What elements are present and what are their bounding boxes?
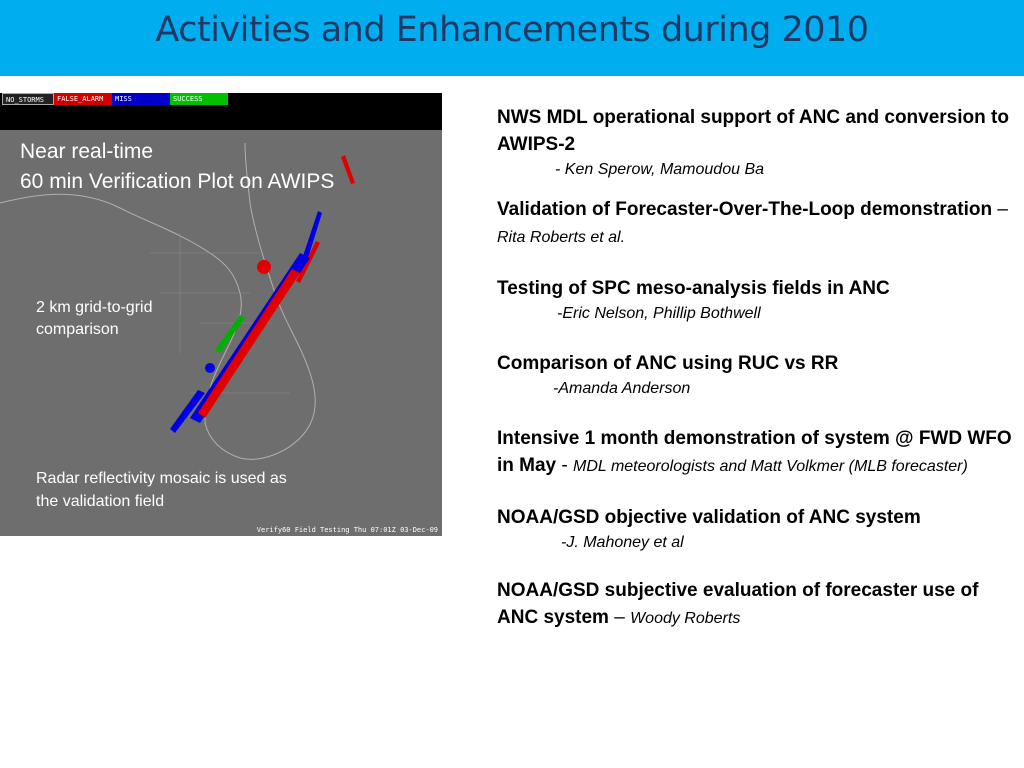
activity-item [497,504,1012,555]
activity-title: NOAA/GSD objective validation of ANC system [497,507,921,528]
legend-false-alarm: FALSE_ALARM [54,93,112,105]
grid-caption-line1: 2 km grid-to-grid [36,299,153,316]
activity-item [497,275,1012,326]
activity-credit: Rita Roberts et al. [497,229,626,246]
activity-item [497,425,1012,480]
activity-credit: Woody Roberts [630,610,741,627]
plot-legend [2,93,228,105]
activity-dash: - [556,455,574,476]
activity-title: NWS MDL operational support of ANC and conversion to AWIPS-2 [497,107,1009,155]
activity-item [497,350,1012,401]
grid-caption [36,297,152,341]
activity-item [497,577,1012,632]
legend-miss: MISS [112,93,170,105]
activity-title: Intensive 1 month demonstration of system @ FWD WFO in May [497,428,1012,476]
activity-text [497,425,1012,480]
legend-success: SUCCESS [170,93,228,105]
plot-caption-line1: Near real-time [20,140,154,163]
activity-title: NOAA/GSD subjective evaluation of forecaster use of ANC system [497,580,979,628]
radar-caption [36,467,287,513]
activity-credit: MDL meteorologists and Matt Volkmer (MLB forecaster) [573,458,968,475]
activities-list [497,104,1012,632]
activity-text [497,196,1012,251]
verification-plot [0,93,442,536]
plot-footer: Verify60 Field Testing Thu 07:01Z 03-Dec-09 [256,526,438,534]
legend-no-storms: NO_STORMS [2,93,54,105]
plot-caption-line2: 60 min Verification Plot on AWIPS [20,170,335,193]
activity-item [497,196,1012,251]
activity-credit: -Eric Nelson, Phillip Bothwell [557,305,761,322]
activity-item [497,104,1012,182]
plot-caption [20,137,334,197]
slide-title: Activities and Enhancements during 2010 [155,10,869,50]
activity-credit: - Ken Sperow, Mamoudou Ba [555,161,765,178]
activity-title: Testing of SPC meso-analysis fields in ANC [497,278,890,299]
activity-dash: – [608,607,631,628]
activity-title: Comparison of ANC using RUC vs RR [497,353,839,374]
activity-credit: -Amanda Anderson [553,380,691,397]
activity-text [497,577,1012,632]
radar-caption-line1: Radar reflectivity mosaic is used as [36,470,287,487]
activity-credit: -J. Mahoney et al [561,534,684,551]
grid-caption-line2: comparison [36,321,119,338]
activity-title: Validation of Forecaster-Over-The-Loop demonstration [497,199,993,220]
radar-caption-line2: the validation field [36,493,165,510]
activity-dash: – [992,199,1008,220]
